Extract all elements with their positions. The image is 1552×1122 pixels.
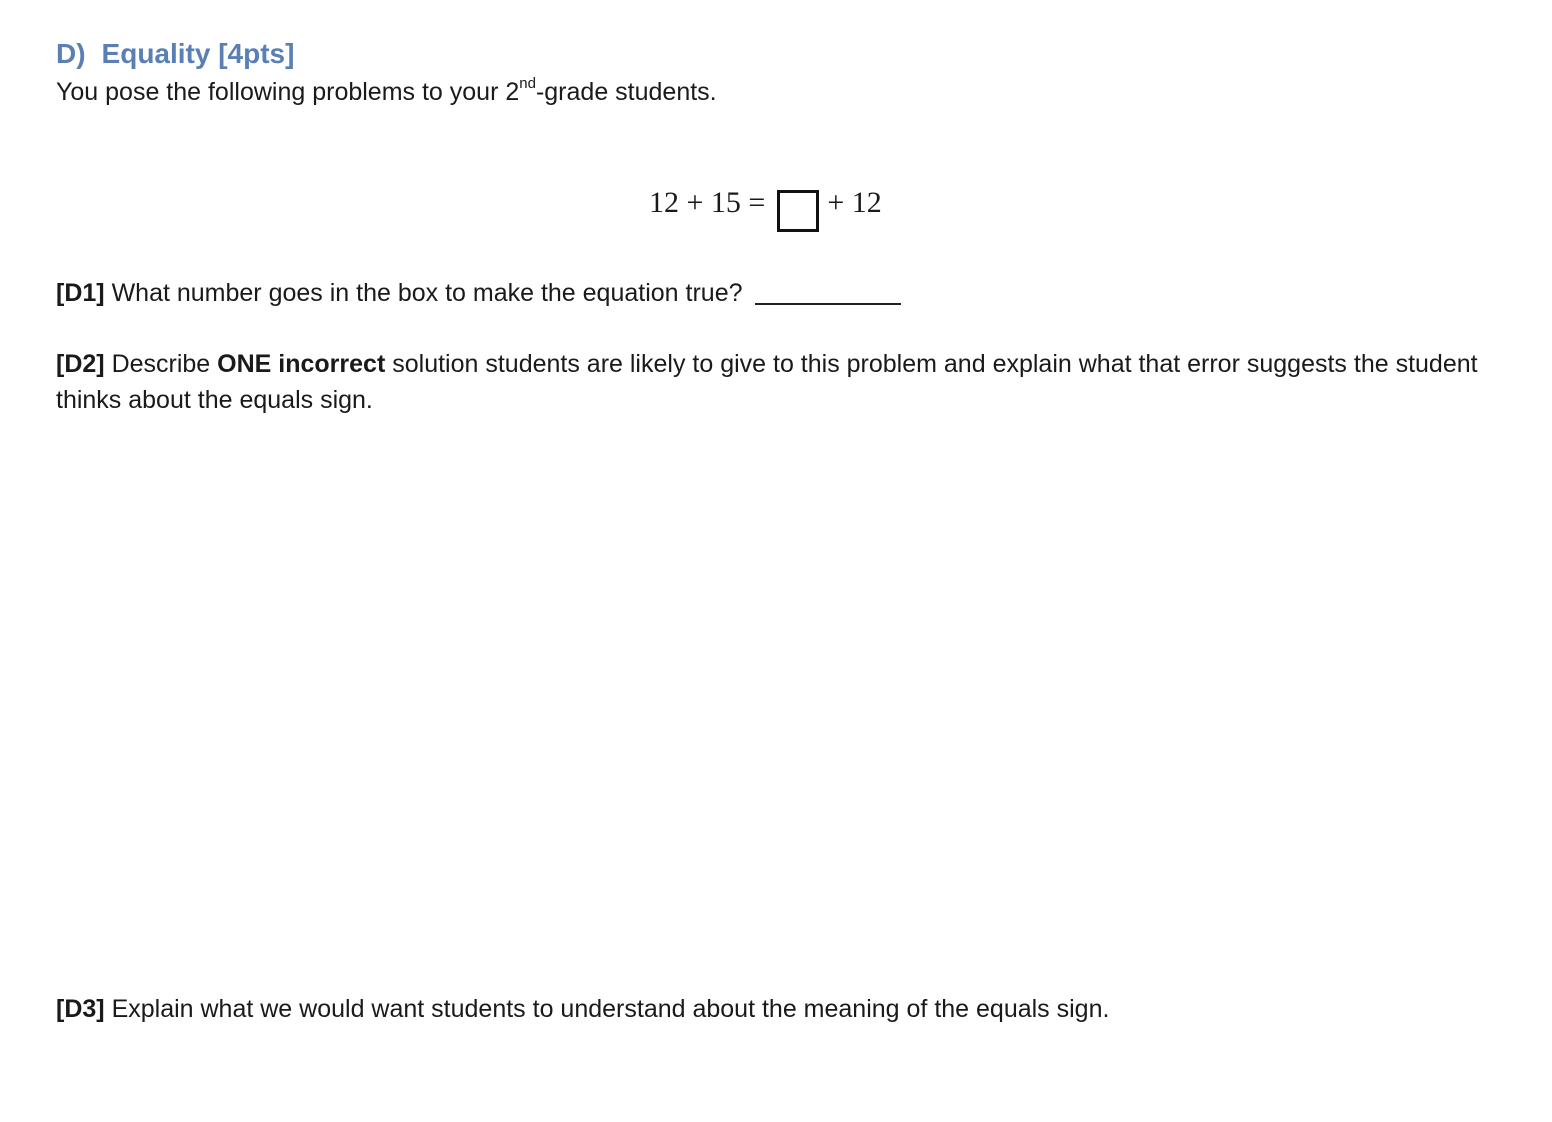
intro-before: You pose the following problems to your 2	[56, 78, 520, 106]
equation-right: + 12	[827, 186, 882, 219]
section-title: Equality [4pts]	[101, 38, 295, 69]
question-label: [D2]	[56, 350, 105, 378]
section-letter: D)	[56, 38, 86, 69]
question-d2	[56, 346, 1506, 418]
question-text: What number goes in the box to make the equation true?	[111, 279, 743, 307]
question-d1	[56, 275, 901, 311]
question-emphasis: ONE incorrect	[217, 350, 386, 378]
question-label: [D1]	[56, 279, 105, 307]
equation	[649, 180, 882, 226]
question-text: Explain what we would want students to understand about the meaning of the equals sign.	[111, 995, 1110, 1023]
question-text-before: Describe	[111, 350, 211, 378]
intro-superscript: nd	[519, 75, 536, 92]
question-d3	[56, 991, 1109, 1027]
equation-answer-box	[777, 190, 819, 232]
section-heading	[56, 38, 294, 70]
answer-blank-line	[755, 283, 901, 305]
question-label: [D3]	[56, 995, 105, 1023]
intro-after: -grade students.	[535, 78, 717, 106]
equation-left: 12 + 15 =	[649, 186, 766, 219]
intro-text	[56, 75, 717, 107]
question-text-after: solution students are likely to give to this problem and explain what that error suggests the student thinks about the equals sign.	[56, 350, 1478, 414]
